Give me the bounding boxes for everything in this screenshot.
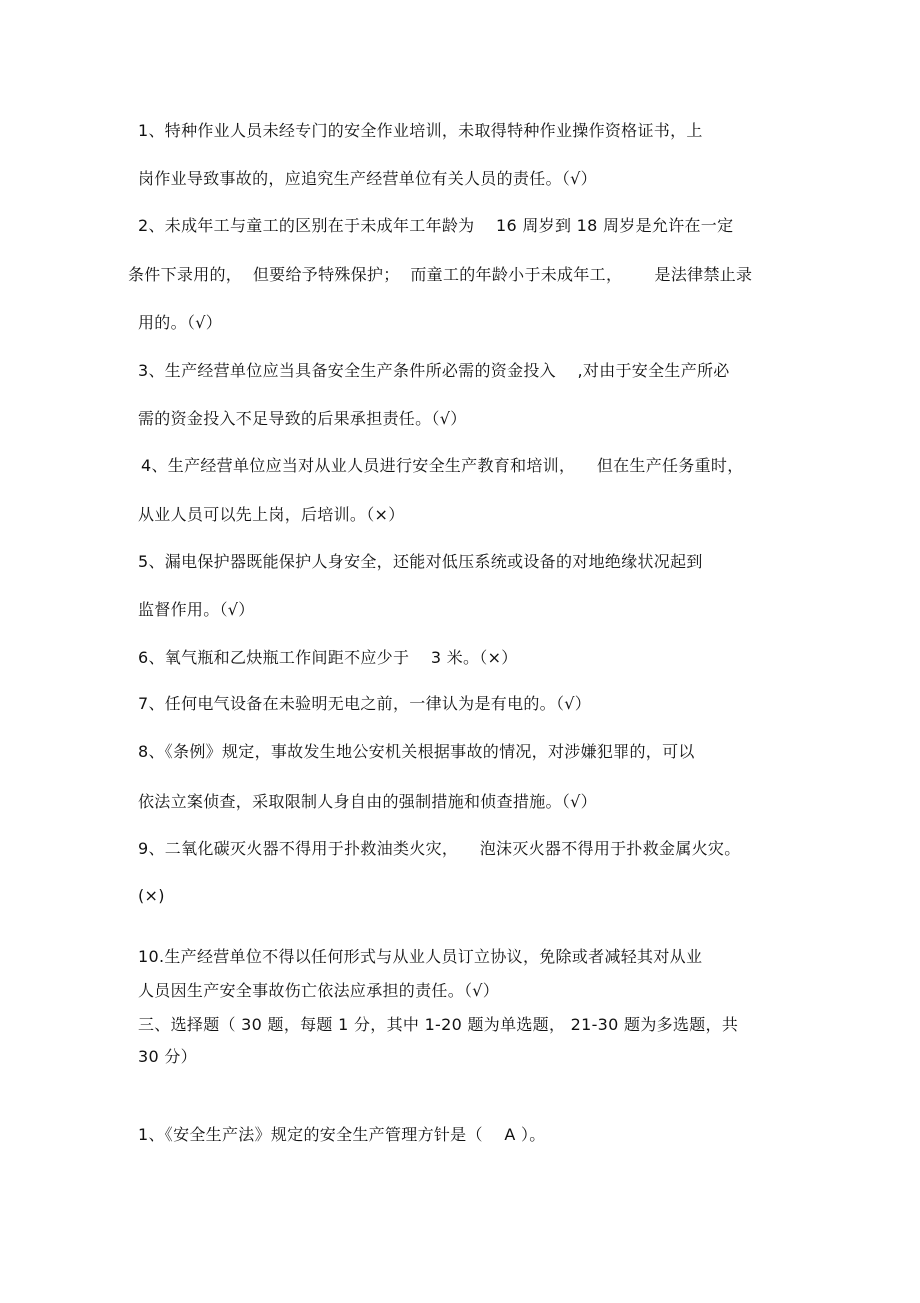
section-heading-line-2: 30 分） [138, 1047, 197, 1066]
q10-line-1: 10.生产经营单位不得以任何形式与从业人员订立协议，免除或者减轻其对从业 [138, 947, 703, 966]
q2-line-1: 2、未成年工与童工的区别在于未成年工年龄为 16 周岁到 18 周岁是允许在一定 [138, 216, 734, 235]
q6-line: 6、氧气瓶和乙炔瓶工作间距不应少于 3 米。（×） [138, 648, 518, 667]
q5-line-1: 5、漏电保护器既能保护人身安全，还能对低压系统或设备的对地绝缘状况起到 [138, 552, 703, 571]
q8-line-2: 依法立案侦查，采取限制人身自由的强制措施和侦查措施。（√） [138, 792, 597, 811]
q5-line-2: 监督作用。（√） [138, 600, 255, 619]
q7-line: 7、任何电气设备在未验明无电之前，一律认为是有电的。（√） [138, 694, 592, 713]
q3-line-2: 需的资金投入不足导致的后果承担责任。（√） [138, 409, 467, 428]
q9-line-1: 9、二氧化碳灭火器不得用于扑救油类火灾， 泡沫灭火器不得用于扑救金属火灾。 [138, 839, 741, 858]
q4-line-2: 从业人员可以先上岗，后培训。（×） [138, 505, 405, 524]
q4-line-1: 4、生产经营单位应当对从业人员进行安全生产教育和培训， 但在生产任务重时， [141, 456, 744, 475]
q2-line-3: 用的。（√） [138, 313, 222, 332]
q8-line-1: 8、《条例》规定，事故发生地公安机关根据事故的情况，对涉嫌犯罪的，可以 [138, 742, 695, 761]
q9-line-2: (×) [138, 886, 165, 905]
q2-line-2: 条件下录用的， 但要给予特殊保护； 而童工的年龄小于未成年工， 是法律禁止录 [128, 265, 753, 284]
q10-line-2: 人员因生产安全事故伤亡依法应承担的责任。（√） [138, 981, 500, 1000]
q1-line-2: 岗作业导致事故的，应追究生产经营单位有关人员的责任。（√） [138, 169, 597, 188]
q1-line-1: 1、特种作业人员未经专门的安全作业培训，未取得特种作业操作资格证书，上 [138, 121, 703, 140]
section-heading-line-1: 三、选择题（ 30 题，每题 1 分，其中 1-20 题为单选题， 21-30 题为多选题，共 [138, 1015, 739, 1034]
q3-line-1: 3、生产经营单位应当具备安全生产条件所必需的资金投入 ,对由于安全生产所必 [138, 361, 730, 380]
choice-q1-line: 1、《安全生产法》规定的安全生产管理方针是（ A ）。 [138, 1125, 546, 1144]
